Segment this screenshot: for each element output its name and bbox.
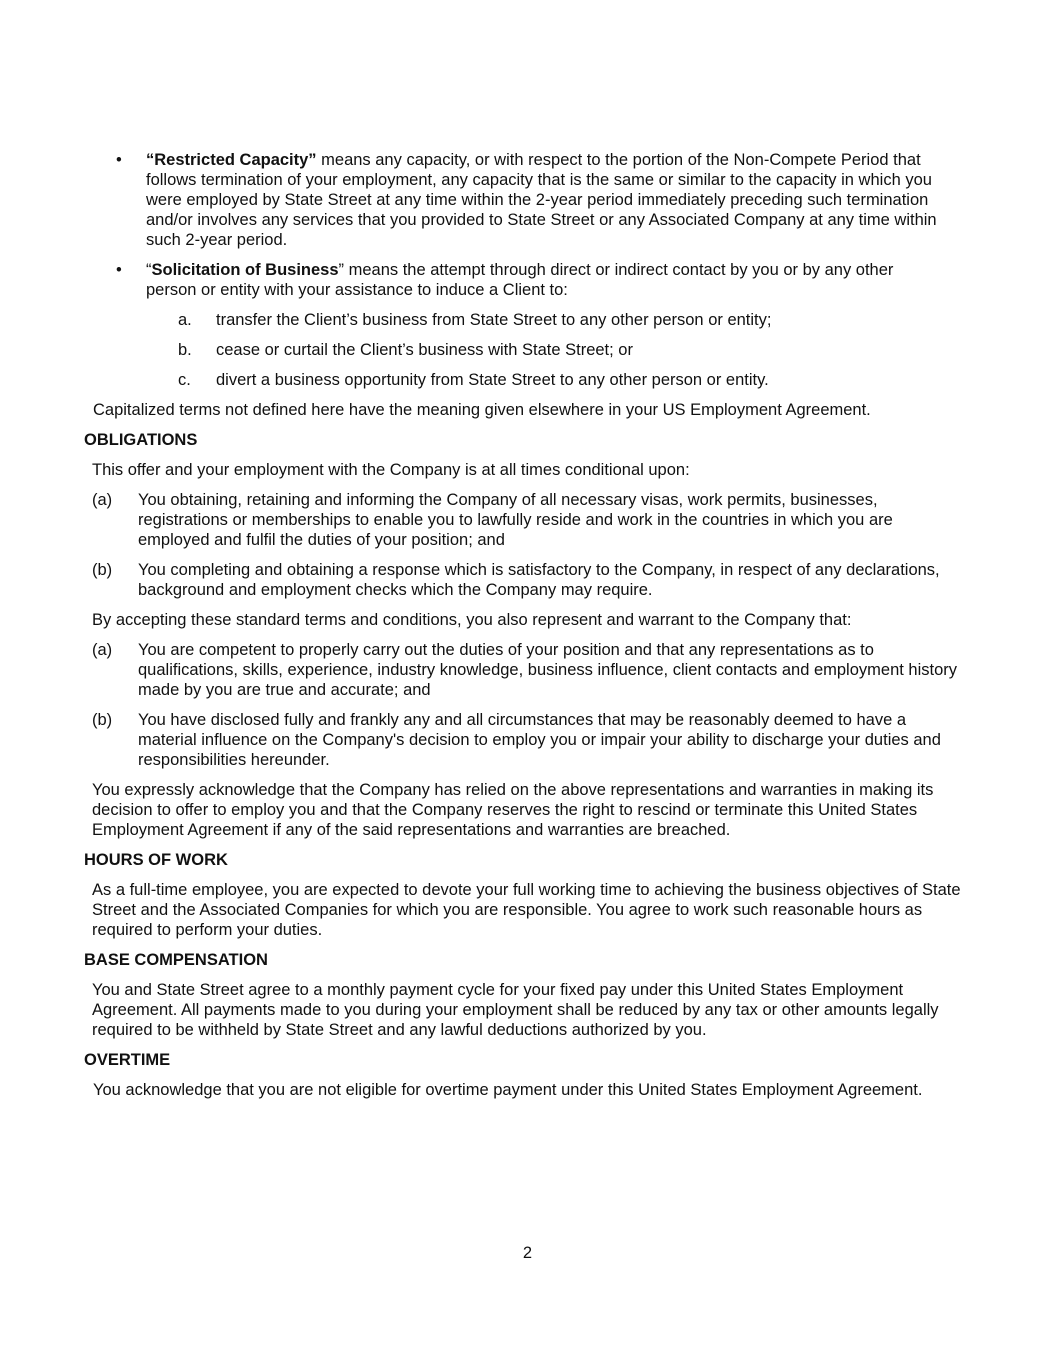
subitem-label: a.: [178, 311, 192, 329]
subitem-text: divert a business opportunity from State Street to any other person or entity.: [216, 371, 769, 389]
hours-of-work-paragraph: As a full-time employee, you are expected to devote your full working time to achieving the business objectives of State Street and the Associated Companies for which you are responsible. You agree to work such reasonable hours as required to perform your duties.: [92, 881, 961, 939]
warranty-text: You are competent to properly carry out the duties of your position and that any representations as to qualifications, skills, experience, industry knowledge, business influence, client contacts and employment history made by you are true and accurate; and: [138, 641, 958, 699]
page-number: 2: [522, 1244, 533, 1262]
definition-solicitation-of-business: [146, 260, 946, 300]
overtime-heading: OVERTIME: [84, 1051, 171, 1069]
open-quote: “: [146, 261, 152, 279]
defined-term: “Restricted Capacity”: [146, 151, 317, 169]
acknowledgement-paragraph: You expressly acknowledge that the Company has relied on the above representations and warranties in making its decision to offer to employ you and that the Company reserves the right to rescind or terminate this United States Employment Agreement if any of the said representations and warranties are breached.: [92, 781, 934, 839]
subitem-text: transfer the Client’s business from State Street to any other person or entity;: [216, 311, 772, 329]
condition-label: (b): [92, 561, 113, 579]
base-compensation-paragraph: You and State Street agree to a monthly payment cycle for your fixed pay under this United States Employment Agreement. All payments made to you during your employment shall be reduced by any tax or other amounts legally required to be withheld by State Street and any lawful deductions authorized by you.: [92, 981, 939, 1039]
condition-label: (a): [92, 491, 113, 509]
capitalized-terms-note: Capitalized terms not defined here have the meaning given elsewhere in your US Employment Agreement.: [93, 401, 871, 419]
definition-restricted-capacity: [146, 150, 946, 250]
subitem-text: cease or curtail the Client’s business with State Street; or: [216, 341, 633, 359]
base-compensation-heading: BASE COMPENSATION: [84, 951, 268, 969]
bullet-marker: •: [116, 151, 122, 169]
defined-term: Solicitation of Business: [151, 261, 339, 279]
bullet-marker: •: [116, 261, 122, 279]
obligations-intro: This offer and your employment with the Company is at all times conditional upon:: [92, 461, 690, 479]
subitem-label: c.: [178, 371, 191, 389]
warranty-label: (a): [92, 641, 113, 659]
subitem-label: b.: [178, 341, 192, 359]
warranty-text: You have disclosed fully and frankly any and all circumstances that may be reasonably deemed to have a material influence on the Company's decision to employ you or impair your ability to discharge your duties and responsibilities hereunder.: [138, 711, 941, 769]
warranty-label: (b): [92, 711, 113, 729]
warranty-intro: By accepting these standard terms and conditions, you also represent and warrant to the Company that:: [92, 611, 852, 629]
definition-text: means any capacity, or with respect to the portion of the Non-Compete Period that follows termination of your employment, any capacity that is the same or similar to the capacity in which you were employed by State Street at any time within the 2-year period immediately preceding such termination and/or involves any services that you provided to State Street or any Associated Company at any time within such 2-year period.: [146, 151, 937, 249]
definition-text: ” means the attempt through direct or indirect contact by you or by any other person or entity with your assistance to induce a Client to:: [146, 261, 894, 299]
condition-text: You completing and obtaining a response which is satisfactory to the Company, in respect of any declarations, background and employment checks which the Company may require.: [138, 561, 940, 599]
obligations-heading: OBLIGATIONS: [84, 431, 198, 449]
hours-of-work-heading: HOURS OF WORK: [84, 851, 228, 869]
overtime-paragraph: You acknowledge that you are not eligible for overtime payment under this United States Employment Agreement.: [93, 1081, 923, 1099]
condition-text: You obtaining, retaining and informing the Company of all necessary visas, work permits, businesses, registrations or memberships to enable you to lawfully reside and work in the countries in which you are employed and fulfil the duties of your position; and: [138, 491, 893, 549]
